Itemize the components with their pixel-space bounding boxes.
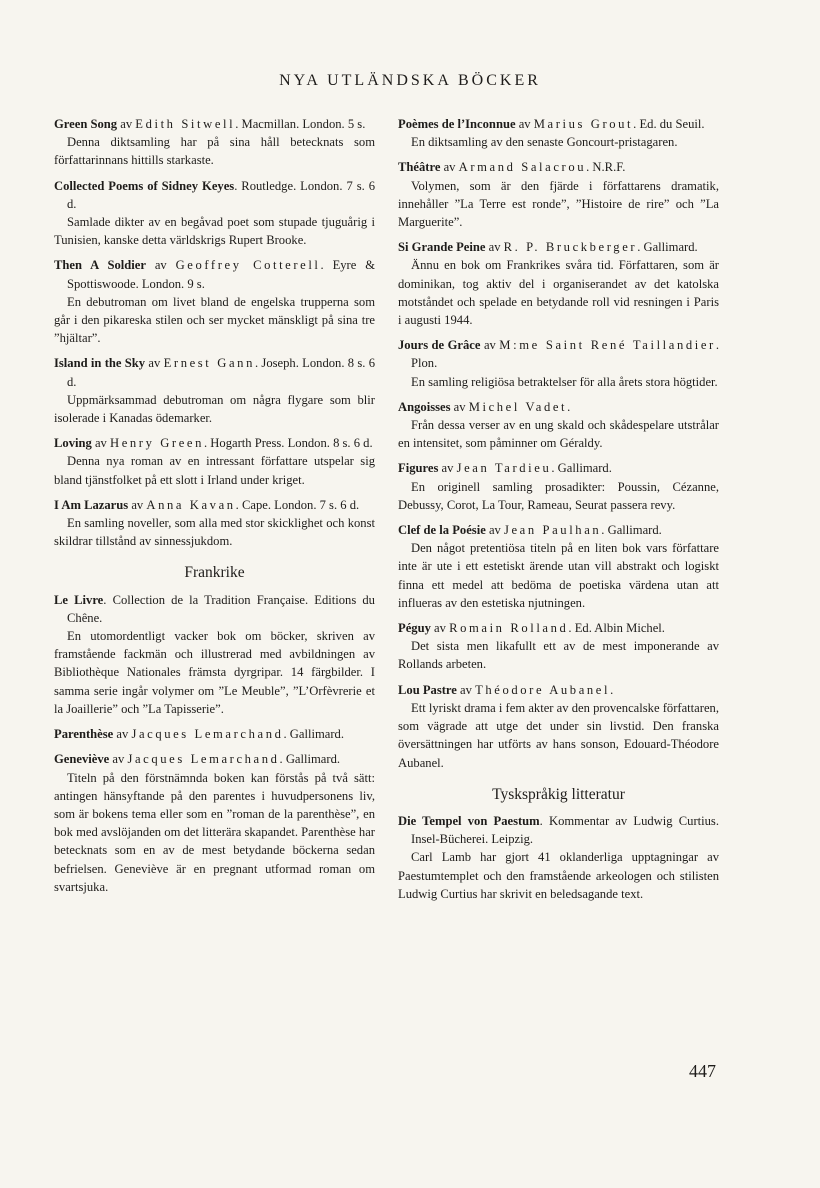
book-title: Théâtre bbox=[398, 160, 441, 175]
book-entry bbox=[54, 256, 375, 347]
book-citation bbox=[398, 398, 719, 416]
by-word: av bbox=[131, 497, 144, 512]
by-word: av bbox=[488, 240, 501, 255]
by-word: av bbox=[434, 621, 446, 636]
book-citation bbox=[54, 354, 375, 390]
publisher-info: . Cape. London. 7 s. 6 d. bbox=[235, 497, 360, 512]
publisher-info: . Routledge. London. 7 s. 6 d. bbox=[67, 178, 375, 211]
book-citation bbox=[398, 459, 719, 477]
book-author: Geoffrey Cotterell bbox=[175, 258, 321, 273]
publisher-info: . Gallimard. bbox=[283, 727, 344, 742]
publisher-info: . Gallimard. bbox=[279, 752, 341, 767]
book-description: En diktsamling av den senaste Goncourt-pristagaren. bbox=[411, 135, 678, 150]
book-description: Ett lyriskt drama i fem akter av den provencalske författaren, som vägrade att utge det under sin livstid. Den franska översättningen har utförts av hans sonson, Edouard-Théodore Aubanel. bbox=[398, 700, 719, 770]
book-description: Den något pretentiösa titeln på en liten bok vars författare inte är ute i ett estetiskt ärende utan vill abstrakt och logiskt finna ett medel att bedöma de poetiska värdena utan att influeras av den estetiska njutningen. bbox=[398, 541, 719, 610]
book-entry bbox=[398, 158, 719, 231]
book-title: Si Grande Peine bbox=[398, 240, 486, 255]
book-entry bbox=[54, 591, 375, 718]
page-header: NYA UTLÄNDSKA BÖCKER bbox=[279, 72, 541, 89]
book-title: Loving bbox=[54, 436, 92, 451]
book-description: Volymen, som är den fjärde i författarens dramatik, innehåller ”La Terre est ronde”, ”Histoire de rire” och ”La Marguerite”. bbox=[398, 178, 719, 230]
book-entry bbox=[54, 354, 375, 427]
book-author: Armand Salacrou bbox=[458, 160, 587, 175]
book-description: En originell samling prosadikter: Poussin, Cézanne, Debussy, Corot, La Tour, Rameau, Seurat passera revy. bbox=[398, 479, 719, 512]
publisher-info: . Plon. bbox=[411, 338, 720, 371]
book-description: Carl Lamb har gjort 41 oklanderliga upptagningar av Paestumtemplet och den framstående arkeologen och stilisten Ludwig Curtius har skrivit en beledsagande text. bbox=[398, 850, 719, 901]
book-entry bbox=[398, 812, 719, 903]
book-entry bbox=[54, 115, 375, 170]
by-word: av bbox=[94, 436, 107, 451]
book-citation bbox=[54, 177, 375, 213]
publisher-info: . Gallimard. bbox=[551, 461, 612, 476]
publisher-info: . Eyre & Spottiswoode. London. 9 s. bbox=[67, 258, 376, 291]
book-citation bbox=[398, 521, 719, 539]
publisher-info: . Macmillan. London. 5 s. bbox=[235, 117, 366, 131]
book-entry bbox=[54, 750, 375, 896]
book-author: Théodore Aubanel bbox=[475, 682, 611, 697]
publisher-info: . Kommentar av Ludwig Curtius. Insel-Bücherei. Leipzig. bbox=[411, 813, 719, 847]
book-citation bbox=[54, 591, 375, 627]
book-title: Angoisses bbox=[398, 399, 451, 414]
entry-list bbox=[398, 115, 719, 772]
section-heading-tyskspraakig: Tyskspråkig litteratur bbox=[492, 785, 625, 803]
book-description: Från dessa verser av en ung skald och skådespelare utstrålar en intensitet, som påminner om Géraldy. bbox=[398, 418, 719, 451]
book-title: Parenthèse bbox=[54, 727, 114, 742]
book-citation bbox=[54, 725, 375, 743]
book-entry bbox=[398, 619, 719, 674]
book-title: Lou Pastre bbox=[398, 682, 457, 697]
book-citation bbox=[398, 812, 719, 848]
book-title: Then A Soldier bbox=[54, 258, 146, 273]
book-author: Marius Grout bbox=[533, 117, 634, 131]
book-author: Edith Sitwell bbox=[135, 117, 236, 131]
book-entry bbox=[398, 115, 719, 151]
publisher-info: . N.R.F. bbox=[586, 160, 626, 175]
book-citation bbox=[54, 750, 375, 768]
book-citation bbox=[398, 619, 719, 637]
book-author: Jean Paulhan bbox=[503, 523, 602, 538]
book-author: Jacques Lemarchand bbox=[131, 727, 284, 742]
by-word: av bbox=[460, 682, 472, 697]
book-description: En samling religiösa betraktelser för alla årets stora högtider. bbox=[411, 374, 718, 389]
book-description: En samling noveller, som alla med stor skicklighet och konst skildrar tillstånd av sinnessjukdom. bbox=[54, 516, 375, 549]
book-title: Geneviève bbox=[54, 752, 110, 767]
book-entry bbox=[54, 177, 375, 250]
book-author: Jacques Lemarchand bbox=[127, 752, 280, 767]
right-column bbox=[398, 115, 719, 910]
by-word: av bbox=[112, 752, 125, 767]
book-title: I Am Lazarus bbox=[54, 497, 129, 512]
book-description: Denna diktsamling har på sina håll betecknats som författarinnans hittills starkaste. bbox=[54, 135, 375, 168]
book-title: Poèmes de l’Inconnue bbox=[398, 117, 516, 131]
by-word: av bbox=[441, 461, 454, 476]
book-title: Jours de Grâce bbox=[398, 338, 481, 353]
page-number: 447 bbox=[689, 1061, 716, 1081]
by-word: av bbox=[148, 356, 161, 371]
publisher-info: . Ed. Albin Michel. bbox=[568, 621, 665, 636]
book-author: Jean Tardieu bbox=[456, 461, 552, 476]
publisher-info: . bbox=[610, 682, 614, 697]
by-word: av bbox=[443, 160, 456, 175]
book-title: Péguy bbox=[398, 621, 431, 636]
book-title: Figures bbox=[398, 461, 439, 476]
book-author: M:me Saint René Taillandier bbox=[499, 338, 716, 353]
book-citation bbox=[398, 336, 719, 372]
section-heading-frankrike: Frankrike bbox=[184, 564, 245, 582]
publisher-info: . Gallimard. bbox=[601, 523, 662, 538]
book-entry bbox=[398, 681, 719, 772]
book-citation bbox=[54, 256, 375, 292]
book-citation bbox=[398, 115, 719, 133]
book-citation bbox=[398, 238, 719, 256]
entry-list bbox=[398, 812, 719, 903]
book-author: Ernest Gann bbox=[163, 356, 255, 371]
by-word: av bbox=[483, 338, 496, 353]
book-description: Denna nya roman av en intressant författare utspelar sig bland tjänstfolket på ett slott i Irland under kriget. bbox=[54, 454, 375, 487]
book-title: Collected Poems of Sidney Keyes bbox=[54, 178, 235, 193]
book-citation bbox=[54, 496, 375, 514]
by-word: av bbox=[116, 727, 129, 742]
by-word: av bbox=[120, 117, 133, 131]
book-entry bbox=[398, 336, 719, 391]
book-description: Samlade dikter av en begåvad poet som stupade tjuguårig i Tunisien, kanske detta världskrigs Rupert Brooke. bbox=[54, 215, 375, 248]
book-entry bbox=[54, 496, 375, 551]
by-word: av bbox=[453, 399, 466, 414]
book-entry bbox=[398, 521, 719, 612]
book-title: Island in the Sky bbox=[54, 356, 146, 371]
book-citation bbox=[398, 681, 719, 699]
by-word: av bbox=[518, 117, 531, 131]
book-entry bbox=[398, 398, 719, 453]
book-description: Det sista men likafullt ett av de mest imponerande av Rollands arbeten. bbox=[398, 639, 719, 672]
book-entry bbox=[398, 238, 719, 329]
entry-list bbox=[54, 115, 375, 550]
book-description: Ännu en bok om Frankrikes svåra tid. Författaren, som är dominikan, tog aktiv del i organiserandet av det katolska motståndet och spelade en betydande roll vid resningen i Paris i augusti 1944. bbox=[398, 258, 719, 328]
publisher-info: . Joseph. London. 8 s. 6 d. bbox=[67, 356, 376, 389]
left-column bbox=[54, 115, 375, 903]
by-word: av bbox=[488, 523, 501, 538]
book-title: Die Tempel von Paestum bbox=[398, 813, 540, 828]
book-citation bbox=[54, 434, 375, 452]
book-author: Michel Vadet bbox=[468, 399, 568, 414]
book-description: En debutroman om livet bland de engelska trupperna som går i den pikareska stilen och ser mycket mänskligt på sina tre ”hjältar”. bbox=[54, 294, 375, 346]
publisher-info: . Ed. du Seuil. bbox=[633, 117, 705, 131]
entry-list bbox=[54, 591, 375, 896]
publisher-info: . Hogarth Press. London. 8 s. 6 d. bbox=[204, 436, 373, 451]
book-author: R. P. Bruckberger bbox=[503, 240, 638, 255]
book-description: Titeln på den förstnämnda boken kan förstås på två sätt: antingen hänsyftande på den parentes i huvudpersonens liv, som är bokens tema eller som en ”roman de la parenthèse”, en bok med avslöjanden om det litterära skapandet. Parenthèse har betecknats som en av de mest betydande böckerna sedan befrielsen. Geneviève är en pregnant utformad roman om svartsjuka. bbox=[54, 770, 375, 894]
book-author: Henry Green bbox=[110, 436, 204, 451]
book-citation bbox=[398, 158, 719, 176]
book-entry bbox=[398, 459, 719, 514]
book-title: Clef de la Poésie bbox=[398, 523, 486, 538]
book-citation bbox=[54, 115, 375, 133]
book-author: Anna Kavan bbox=[146, 497, 236, 512]
book-description: En utomordentligt vacker bok om böcker, skriven av framstående fackmän och illustrerad med avbildningen av Bibliothèque Nationales främsta dyrgripar. 14 färgbilder. I samma serie ingår volymer om ”Le Meuble”, ”L’Orfèvrerie et la Joaillerie” och ”La Tapisserie”. bbox=[54, 629, 375, 716]
by-word: av bbox=[154, 258, 167, 273]
book-title: Le Livre bbox=[54, 592, 104, 607]
publisher-info: . Collection de la Tradition Française. Editions du Chêne. bbox=[67, 592, 375, 625]
publisher-info: . Gallimard. bbox=[637, 240, 698, 255]
book-entry bbox=[54, 434, 375, 489]
book-description: Uppmärksammad debutroman om några flygare som blir isolerade i Kanadas ödemarker. bbox=[54, 392, 375, 426]
publisher-info: . bbox=[567, 399, 571, 414]
book-title: Green Song bbox=[54, 117, 118, 131]
book-entry bbox=[54, 725, 375, 743]
book-author: Romain Rolland bbox=[449, 621, 569, 636]
